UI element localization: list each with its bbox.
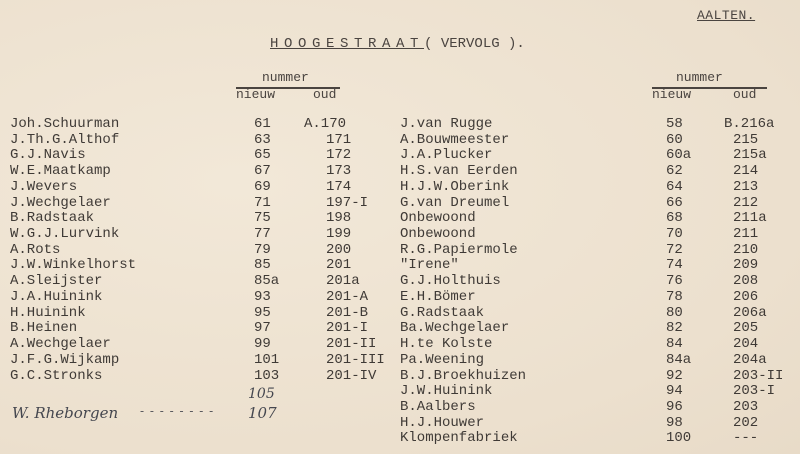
new-number: 78 — [666, 288, 683, 305]
resident-name: Klompenfabriek — [400, 430, 518, 447]
new-number: 98 — [666, 414, 683, 431]
new-number: 82 — [666, 320, 683, 337]
list-row — [0, 164, 800, 180]
place-name: AALTEN. — [697, 8, 756, 23]
resident-name: A.Bouwmeester — [400, 131, 510, 148]
old-number: 200 — [326, 241, 352, 258]
handwritten-number-105: 105 — [248, 386, 275, 402]
old-number: 213 — [733, 178, 759, 195]
new-number: 64 — [666, 178, 683, 195]
right-header-oud: oud — [733, 87, 757, 102]
resident-name: J.W.Huinink — [400, 383, 493, 400]
list-row — [0, 400, 800, 416]
resident-name: J.Wevers — [10, 178, 78, 195]
old-number: 203-II — [733, 367, 784, 384]
list-row — [0, 290, 800, 306]
old-number: 201-IV — [326, 367, 377, 384]
resident-name: A.Sleijster — [10, 273, 103, 290]
old-number: 172 — [326, 147, 352, 164]
old-number: 204 — [733, 336, 759, 353]
right-header-nieuw: nieuw — [652, 87, 692, 102]
resident-name: R.G.Papiermole — [400, 241, 518, 258]
new-number: 93 — [254, 288, 271, 305]
new-number: 77 — [254, 226, 271, 243]
old-number: 201-II — [326, 336, 377, 353]
new-number: 99 — [254, 336, 271, 353]
resident-name: W.E.Maatkamp — [10, 163, 111, 180]
old-number: 211a — [733, 210, 767, 227]
new-number: 92 — [666, 367, 683, 384]
resident-name: G.Radstaak — [400, 304, 485, 321]
list-row — [0, 180, 800, 196]
new-number: 63 — [254, 131, 271, 148]
resident-name: H.J.Houwer — [400, 414, 485, 431]
list-row — [0, 243, 800, 259]
handwritten-dotted-leader: - - - - - - - - — [140, 404, 215, 418]
old-number: B.216a — [724, 116, 775, 132]
old-number: 212 — [733, 194, 759, 211]
new-number: 103 — [254, 367, 280, 384]
handwritten-number-107: 107 — [248, 404, 277, 422]
page-title — [270, 36, 525, 52]
old-number: 214 — [733, 163, 759, 180]
resident-name: B.Radstaak — [10, 210, 95, 227]
old-number: 174 — [326, 178, 352, 195]
old-number: --- — [733, 430, 759, 447]
resident-name: J.Th.G.Althof — [10, 131, 120, 148]
old-number: 211 — [733, 226, 759, 243]
list-row — [0, 211, 800, 227]
list-row — [0, 306, 800, 322]
resident-name: G.van Dreumel — [400, 194, 510, 211]
right-header-nummer: nummer — [676, 70, 723, 85]
list-row — [0, 227, 800, 243]
new-number: 80 — [666, 304, 683, 321]
handwritten-name: W. Rheborgen — [12, 404, 119, 422]
resident-name: G.C.Stronks — [10, 367, 103, 384]
resident-name: Pa.Weening — [400, 351, 485, 368]
new-number: 62 — [666, 163, 683, 180]
resident-name: J.A.Plucker — [400, 147, 493, 164]
old-number: 215 — [733, 131, 759, 148]
resident-name: A.Wechgelaer — [10, 336, 111, 353]
resident-name: J.W.Winkelhorst — [10, 257, 137, 274]
new-number: 69 — [254, 178, 271, 195]
old-number: 206 — [733, 288, 759, 305]
list-row — [0, 353, 800, 369]
resident-name: Joh.Schuurman — [10, 116, 120, 132]
old-number: 203-I — [733, 383, 776, 400]
street-name: HOOGESTRAAT — [270, 36, 425, 52]
new-number: 76 — [666, 273, 683, 290]
old-number: 201-A — [326, 288, 369, 305]
resident-name: Onbewoond — [400, 210, 476, 227]
list-row — [0, 416, 800, 432]
list-row — [0, 117, 800, 133]
title-suffix: ( VERVOLG ). — [424, 36, 525, 52]
new-number: 75 — [254, 210, 271, 227]
left-header-nieuw: nieuw — [236, 87, 276, 102]
resident-name: "Irene" — [400, 257, 459, 274]
old-number: 201-III — [326, 351, 385, 368]
new-number: 67 — [254, 163, 271, 180]
new-number: 70 — [666, 226, 683, 243]
resident-name: Ba.Wechgelaer — [400, 320, 510, 337]
resident-name: J.Wechgelaer — [10, 194, 111, 211]
left-header-oud: oud — [313, 87, 337, 102]
old-number: 171 — [326, 131, 352, 148]
resident-name: W.G.J.Lurvink — [10, 226, 120, 243]
new-number: 60a — [666, 147, 692, 164]
new-number: 97 — [254, 320, 271, 337]
resident-name: H.S.van Eerden — [400, 163, 518, 180]
new-number: 71 — [254, 194, 271, 211]
new-number: 58 — [666, 116, 683, 132]
old-number: 204a — [733, 351, 767, 368]
old-number: 203 — [733, 398, 759, 415]
list-row — [0, 274, 800, 290]
new-number: 74 — [666, 257, 683, 274]
resident-name: E.H.Bömer — [400, 288, 476, 305]
resident-name: Onbewoond — [400, 226, 476, 243]
old-number: 201 — [326, 257, 352, 274]
new-number: 84a — [666, 351, 692, 368]
old-number: 202 — [733, 414, 759, 431]
old-number: A.170 — [304, 116, 347, 132]
old-number: 205 — [733, 320, 759, 337]
old-number: 210 — [733, 241, 759, 258]
list-row — [0, 196, 800, 212]
resident-name: H.J.W.Oberink — [400, 178, 510, 195]
old-number: 201-I — [326, 320, 369, 337]
new-number: 100 — [666, 430, 692, 447]
list-row — [0, 133, 800, 149]
resident-name: A.Rots — [10, 241, 61, 258]
resident-name: J.A.Huinink — [10, 288, 103, 305]
new-number: 85 — [254, 257, 271, 274]
old-number: 206a — [733, 304, 767, 321]
resident-name: J.van Rugge — [400, 116, 493, 132]
resident-name: B.Heinen — [10, 320, 78, 337]
left-header-nummer: nummer — [262, 70, 309, 85]
old-number: 198 — [326, 210, 352, 227]
old-number: 201-B — [326, 304, 369, 321]
old-number: 208 — [733, 273, 759, 290]
new-number: 72 — [666, 241, 683, 258]
new-number: 101 — [254, 351, 280, 368]
list-row — [0, 258, 800, 274]
new-number: 79 — [254, 241, 271, 258]
old-number: 215a — [733, 147, 767, 164]
list-row — [0, 431, 800, 447]
resident-name: B.J.Broekhuizen — [400, 367, 527, 384]
old-number: 209 — [733, 257, 759, 274]
old-number: 173 — [326, 163, 352, 180]
new-number: 68 — [666, 210, 683, 227]
resident-name: H.Huinink — [10, 304, 86, 321]
new-number: 84 — [666, 336, 683, 353]
new-number: 96 — [666, 398, 683, 415]
new-number: 85a — [254, 273, 280, 290]
resident-name: H.te Kolste — [400, 336, 493, 353]
resident-name: G.J.Holthuis — [400, 273, 501, 290]
new-number: 65 — [254, 147, 271, 164]
resident-name: B.Aalbers — [400, 398, 476, 415]
list-row — [0, 148, 800, 164]
new-number: 61 — [254, 116, 271, 132]
resident-name: J.F.G.Wijkamp — [10, 351, 120, 368]
new-number: 94 — [666, 383, 683, 400]
old-number: 197-I — [326, 194, 369, 211]
resident-name: G.J.Navis — [10, 147, 86, 164]
old-number: 201a — [326, 273, 360, 290]
new-number: 95 — [254, 304, 271, 321]
new-number: 60 — [666, 131, 683, 148]
old-number: 199 — [326, 226, 352, 243]
list-row — [0, 369, 800, 385]
list-row — [0, 321, 800, 337]
list-row — [0, 337, 800, 353]
new-number: 66 — [666, 194, 683, 211]
list-row — [0, 384, 800, 400]
